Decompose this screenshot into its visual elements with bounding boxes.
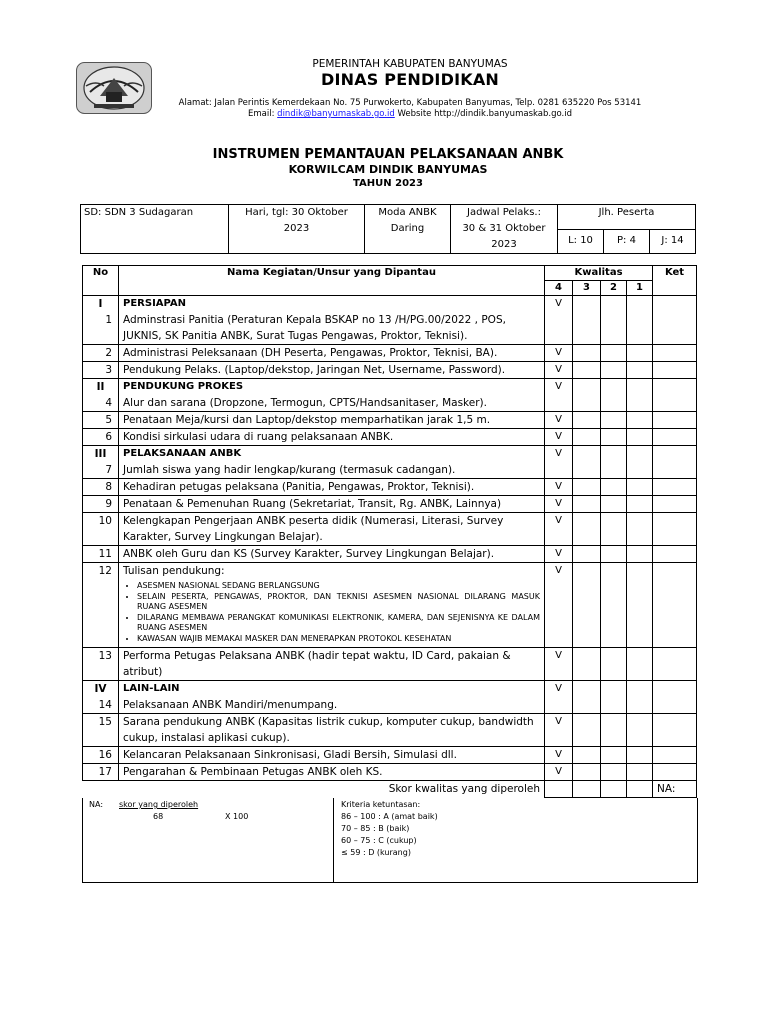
mode-line-2: Daring: [390, 223, 425, 234]
formula-na-label: NA:: [89, 800, 104, 809]
row-activity: PENDUKUNG PROKES Alur dan sarana (Dropzone, Termogun, CPTS/Handsanitaser, Masker).: [119, 379, 545, 412]
table-row: [83, 747, 697, 764]
col-ket-header: Ket: [653, 266, 697, 296]
check-mark: V: [545, 496, 573, 513]
quality-4-header: 4: [545, 281, 573, 296]
row-no: 16: [83, 747, 119, 764]
government-name: PEMERINTAH KABUPATEN BANYUMAS: [312, 58, 508, 70]
row-activity: Performa Petugas Pelaksana ANBK (hadir tepat waktu, ID Card, pakaian & atribut): [119, 648, 545, 681]
check-mark: V: [545, 648, 573, 681]
row-no: 5: [83, 412, 119, 429]
score-row: [83, 781, 697, 798]
check-mark: V: [545, 513, 573, 546]
row-no: 8: [83, 479, 119, 496]
email-link[interactable]: dindik@banyumaskab.go.id: [277, 109, 395, 119]
website-text: Website http://dindik.banyumaskab.go.id: [394, 109, 572, 119]
male-count: L: 10: [558, 229, 604, 254]
check-mark: V: [545, 681, 573, 714]
document-subtitle: KORWILCAM DINDIK BANYUMAS: [288, 163, 488, 176]
formula-denominator: 68: [153, 812, 164, 821]
table-row: [83, 546, 697, 563]
row-no: 3: [83, 362, 119, 379]
date-cell: [229, 205, 365, 254]
row-activity: Pengarahan & Pembinaan Petugas ANBK oleh KS.: [119, 764, 545, 781]
table-row: [83, 764, 697, 781]
table-row: [83, 446, 697, 479]
agency-name: DINAS PENDIDIKAN: [321, 70, 499, 89]
row-activity: Kondisi sirkulasi udara di ruang pelaksanaan ANBK.: [119, 429, 545, 446]
row-no: 10: [83, 513, 119, 546]
criteria-a: 86 – 100 : A (amat baik): [341, 812, 438, 821]
check-mark: V: [545, 764, 573, 781]
check-mark: V: [545, 429, 573, 446]
criteria-title: Kriteria ketuntasan:: [341, 800, 421, 809]
row-activity: ANBK oleh Guru dan KS (Survey Karakter, Survey Lingkungan Belajar).: [119, 546, 545, 563]
check-mark: V: [545, 345, 573, 362]
table-row: [83, 681, 697, 714]
criteria-d: ≤ 59 : D (kurang): [341, 848, 411, 857]
banyumas-regency-logo: [76, 62, 152, 114]
na-value-label: NA:: [653, 781, 697, 798]
schedule-line-3: 2023: [491, 239, 517, 250]
criteria-c: 60 – 75 : C (cukup): [341, 836, 417, 845]
row-activity: [119, 563, 545, 648]
schedule-line-1: Jadwal Pelaks.:: [467, 207, 541, 218]
list-item: • KAWASAN WAJIB MEMAKAI MASKER DAN MENERAPKAN PROTOKOL KESEHATAN: [137, 634, 540, 645]
table-row: [83, 345, 697, 362]
row-activity: Kehadiran petugas pelaksana (Panitia, Pengawas, Proktor, Teknisi).: [119, 479, 545, 496]
row-no: 2: [83, 345, 119, 362]
row-activity: Pendukung Pelaks. (Laptop/dekstop, Jaringan Net, Username, Password).: [119, 362, 545, 379]
date-line-1: Hari, tgl: 30 Oktober: [245, 207, 348, 218]
female-count: P: 4: [604, 229, 650, 254]
quality-3-header: 3: [573, 281, 601, 296]
row-no: I 1: [83, 296, 119, 345]
row-no: IV 14: [83, 681, 119, 714]
document-year: TAHUN 2023: [353, 178, 423, 189]
school-cell: [81, 205, 229, 254]
table-row: [83, 296, 697, 345]
list-item: • DILARANG MEMBAWA PERANGKAT KOMUNIKASI ELEKTRONIK, KAMERA, DAN SEJENISNYA KE DALAM RUANG ASESMEN: [137, 613, 540, 634]
row-activity: LAIN-LAIN Pelaksanaan ANBK Mandiri/menumpang.: [119, 681, 545, 714]
check-mark: V: [545, 412, 573, 429]
row-activity: Penataan & Pemenuhan Ruang (Sekretariat, Transit, Rg. ANBK, Lainnya): [119, 496, 545, 513]
formula-multiplier: X 100: [225, 812, 249, 821]
col-quality-header: Kwalitas: [545, 266, 653, 281]
check-mark: V: [545, 296, 573, 345]
supporting-signs-list: [123, 581, 540, 644]
row-activity: Sarana pendukung ANBK (Kapasitas listrik cukup, komputer cukup, bandwidth cukup, instalasi aplikasi cukup).: [119, 714, 545, 747]
document-title: INSTRUMEN PEMANTAUAN PELAKSANAAN ANBK: [212, 147, 564, 162]
table-row: [83, 714, 697, 747]
participants-label: Jlh. Peserta: [558, 205, 696, 230]
check-mark: V: [545, 747, 573, 764]
row-no: 11: [83, 546, 119, 563]
row-activity: PELAKSANAAN ANBK Jumlah siswa yang hadir lengkap/kurang (termasuk cadangan).: [119, 446, 545, 479]
criteria-b: 70 – 85 : B (baik): [341, 824, 410, 833]
score-label: Skor kwalitas yang diperoleh: [83, 781, 545, 798]
row-activity: Administrasi Peleksanaan (DH Peserta, Pengawas, Proktor, Teknisi, BA).: [119, 345, 545, 362]
schedule-cell: [451, 205, 558, 254]
mode-line-1: Moda ANBK: [378, 207, 437, 218]
row-no: 13: [83, 648, 119, 681]
mode-cell: [365, 205, 451, 254]
table-row: [83, 496, 697, 513]
table-row: [83, 513, 697, 546]
col-activity-header: Nama Kegiatan/Unsur yang Dipantau: [119, 266, 545, 296]
row-no: 12: [83, 563, 119, 648]
quality-1-header: 1: [627, 281, 653, 296]
table-row: [83, 563, 697, 648]
email-label: Email:: [248, 109, 278, 119]
supporting-signs-label: Tulisan pendukung:: [123, 565, 225, 577]
table-row: [83, 379, 697, 412]
list-item: • SELAIN PESERTA, PENGAWAS, PROKTOR, DAN TEKNISI ASESMEN NASIONAL DILARANG MASUK RUANG ASESMEN: [137, 592, 540, 613]
table-row: [83, 412, 697, 429]
check-mark: V: [545, 714, 573, 747]
evaluation-block: [82, 798, 698, 883]
monitoring-table: [82, 265, 697, 798]
check-mark: V: [545, 379, 573, 412]
check-mark: V: [545, 546, 573, 563]
formula-numerator: skor yang diperoleh: [119, 800, 199, 809]
row-no: 15: [83, 714, 119, 747]
check-mark: V: [545, 479, 573, 496]
date-line-2: 2023: [283, 223, 310, 234]
check-mark: V: [545, 563, 573, 648]
check-mark: V: [545, 362, 573, 379]
schedule-line-2: 30 & 31 Oktober: [462, 223, 546, 234]
row-no: 6: [83, 429, 119, 446]
row-activity: Kelengkapan Pengerjaan ANBK peserta didik (Numerasi, Literasi, Survey Karakter, Survey Lingkungan Belajar).: [119, 513, 545, 546]
row-activity: Kelancaran Pelaksanaan Sinkronisasi, Gladi Bersih, Simulasi dll.: [119, 747, 545, 764]
school-name: SD: SDN 3 Sudagaran: [84, 207, 194, 218]
agency-address: Alamat: Jalan Perintis Kemerdekaan No. 75 Purwokerto, Kabupaten Banyumas, Telp. 0281 635220 Pos 53141: [178, 98, 642, 108]
row-no: II 4: [83, 379, 119, 412]
row-activity: PERSIAPAN Adminstrasi Panitia (Peraturan Kepala BSKAP no 13 /H/PG.00/2022 , POS, JUKNIS, SK Panitia ANBK, Surat Tugas Pengawas, Proktor, Teknisi).: [119, 296, 545, 345]
info-table: [80, 204, 696, 254]
formula-box: [83, 798, 334, 882]
col-no-header: No: [83, 266, 119, 296]
row-no: 17: [83, 764, 119, 781]
table-row: [83, 648, 697, 681]
row-activity: Penataan Meja/kursi dan Laptop/dekstop memparhatikan jarak 1,5 m.: [119, 412, 545, 429]
row-no: III 7: [83, 446, 119, 479]
table-row: [83, 362, 697, 379]
row-no: 9: [83, 496, 119, 513]
table-row: [83, 429, 697, 446]
quality-2-header: 2: [601, 281, 627, 296]
agency-contact: [160, 109, 660, 119]
check-mark: V: [545, 446, 573, 479]
table-row: [83, 479, 697, 496]
total-count: J: 14: [650, 229, 696, 254]
list-item: • ASESMEN NASIONAL SEDANG BERLANGSUNG: [137, 581, 540, 592]
